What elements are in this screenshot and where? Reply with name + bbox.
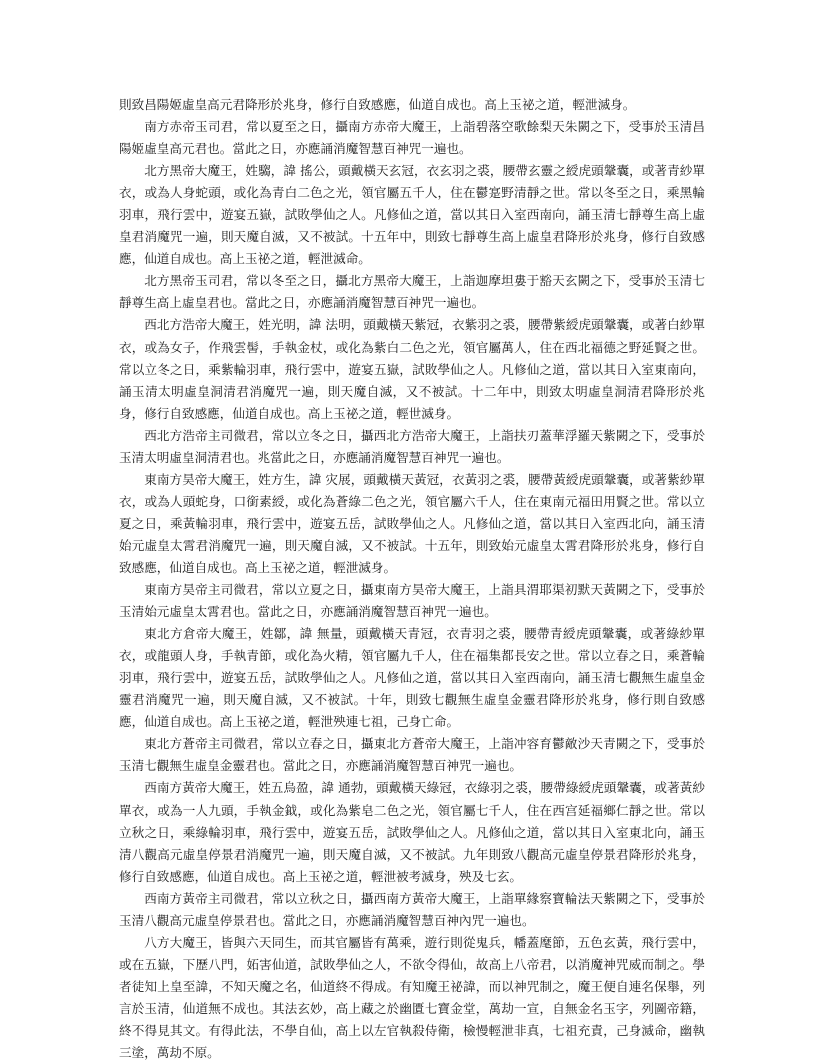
paragraph: 南方赤帝玉司君，常以夏至之日，攝南方赤帝大魔王，上詣碧落空歌餘梨天朱闕之下，受事於玉清昌陽姬虛皇高元君也。當此之日，亦應誦消魔智慧百神咒一遍也。: [119, 119, 705, 157]
paragraph: 西北方浩帝主司微君，常以立冬之日，攝西北方浩帝大魔王，上詣扶刃蓋華浮羅天紫闕之下，受事於玉清太明虛皇洞清君也。兆當此之日，亦應誦消魔智慧百神咒一遍也。: [119, 427, 705, 465]
paragraph: 西南方黃帝大魔王，姓五烏盈，諱 通勃，頭戴橫天綠冠，衣綠羽之裘，腰帶綠綬虎頭鞶囊，或著黃紗單衣，或為一人九頭，手執金鉞，或化為紫皂二色之光，領官屬七千人，住在西宫延福鄉仁靜之世。常以立秋之日，乘綠輪羽車，飛行雲中，遊宴五岳，試敗學仙之人。凡修仙之道，當以其日入室東北向，誦玉清八觀高元虛皇停景君消魔咒一遍，則天魔自滅，又不被試。九年則致八觀高元虛皇停景君降形於兆身，修行自致感應，仙道自成也。高上玉祕之道，輕泄被考滅身，殃及七玄。: [119, 780, 705, 884]
paragraph: 東北方倉帝大魔王，姓鄒，諱 無量，頭戴橫天青冠，衣青羽之裘，腰帶青綬虎頭鞶囊，或著綠紗單衣，或龍頭人身，手執青節，或化為火精，領官屬九千人，住在福集都長安之世。常以立春之日，乘蒼輪羽車，飛行雲中，遊宴五岳，試敗學仙之人。凡修仙之道，當以其日入室西南向，誦玉清七觀無生虛皇金靈君消魔咒一遍，則天魔自滅，又不被試。十年，則致七觀無生虛皇金靈君降形於兆身，修行則自致感應，仙道自成也。高上玉祕之道，輕泄殃連七祖，己身亡命。: [119, 626, 705, 730]
paragraph: 東南方昊帝主司微君，常以立夏之日，攝東南方昊帝大魔王，上詣具渭耶渠初默天黃闕之下，受事於玉清始元虛皇太霄君也。當此之日，亦應誦消魔智慧百神咒一遍也。: [119, 582, 705, 620]
paragraph: 八方大魔王，皆與六天同生，而其官屬皆有萬乘，遊行則從鬼兵，幡蓋麾節，五色玄黃，飛行雲中，或在五嶽，下歷八門，妬害仙道，試敗學仙之人，不欲令得仙，故高上八帝君，以消魔神咒威而制之。學者徒知上皇至諱，不知天魔之名，仙道終不得成。有知魔王祕諱，而以神咒制之，魔王便自連名保舉，列言於玉清，仙道無不成也。其法玄妙，高上藏之於幽匱七寶金堂，萬劫一宣，自無金名玉字，列圖帝籍，終不得見其文。有得此法，不學自仙，高上以左官執殺侍衛，檢慢輕泄非真，七祖充責，己身滅命，幽執三塗，萬劫不原。: [119, 934, 705, 1061]
paragraph: 則致昌陽姬虛皇高元君降形於兆身，修行自致感應，仙道自成也。高上玉祕之道，輕泄滅身。: [119, 97, 636, 112]
paragraph: 東北方蒼帝主司微君，常以立春之日，攝東北方蒼帝大魔王，上詣冲容育鬱敵沙天青闕之下，受事於玉清七觀無生虛皇金靈君也。當此之日，亦應誦消魔智慧百神咒一遍也。: [119, 736, 705, 774]
paragraph: 東南方昊帝大魔王，姓方生，諱 灾展，頭戴橫天黃冠，衣黃羽之裘，腰帶黃綬虎頭鞶囊，或著紫紗單衣，或為人頭蛇身，口銜素綬，或化為蒼綠二色之光，領官屬六千人，住在東南元福田用賢之世。常以立夏之日，乘黃輪羽車，飛行雲中，遊宴五岳，試敗學仙之人。凡修仙之道，當以其日入室西北向，誦玉清始元虛皇太霄君消魔咒一遍，則天魔自滅，又不被試。十五年，則致始元虛皇太霄君降形於兆身，修行自致感應，仙道自成也。高上玉祕之道，輕泄滅身。: [119, 471, 705, 575]
paragraph: 西南方黃帝主司微君，常以立秋之日，攝西南方黃帝大魔王，上詣單緣察寶輪法天紫闕之下，受事於玉清八觀高元虛皇停景君也。當此之日，亦應誦消魔智慧百神內咒一遍也。: [119, 890, 705, 928]
paragraph: 西北方浩帝大魔王，姓光明，諱 法明，頭戴橫天紫冠，衣紫羽之裘，腰帶紫綬虎頭鞶囊，或著白紗單衣，或為女子，作飛雲髻，手執金杖，或化為紫白二色之光，領官屬萬人，住在西北福德之野延賢之世。常以立冬之日，乘紫輪羽車，飛行雲中，遊宴五嶽，試敗學仙之人。凡修仙之道，當以其日入室東南向，誦玉清太明虛皇洞清君消魔咒一遍，則天魔自滅，又不被試。十二年中，則致太明虛皇洞清君降形於兆身，修行自致感應，仙道自成也。高上玉祕之道，輕世滅身。: [119, 317, 705, 421]
paragraph: 北方黑帝大魔王，姓騶，諱 搖公，頭戴橫天玄冠，衣玄羽之裘，腰帶玄靈之綬虎頭鞶囊，或著青紗單衣，或為人身蛇頭，或化為青白二色之光，領官屬五千人，住在鬱寔野清靜之世。常以冬至之日，乘黑輪羽車，飛行雲中，遊宴五嶽，試敗學仙之人。凡修仙之道，當以其日入室西南向，誦玉清七靜尊生高上虛皇君消魔咒一遍，則天魔自滅，又不被試。十五年中，則致七靜尊生高上虛皇君降形於兆身，修行自致感應，仙道自成也。高上玉祕之道，輕泄滅命。: [119, 163, 705, 267]
paragraph: 北方黑帝玉司君，常以冬至之日，攝北方黑帝大魔王，上詣迦摩坦婁于豁天玄闕之下，受事於玉清七靜尊生高上虛皇君也。當此之日，亦應誦消魔智慧百神咒一遍也。: [119, 273, 705, 311]
document-body: [119, 94, 705, 1064]
